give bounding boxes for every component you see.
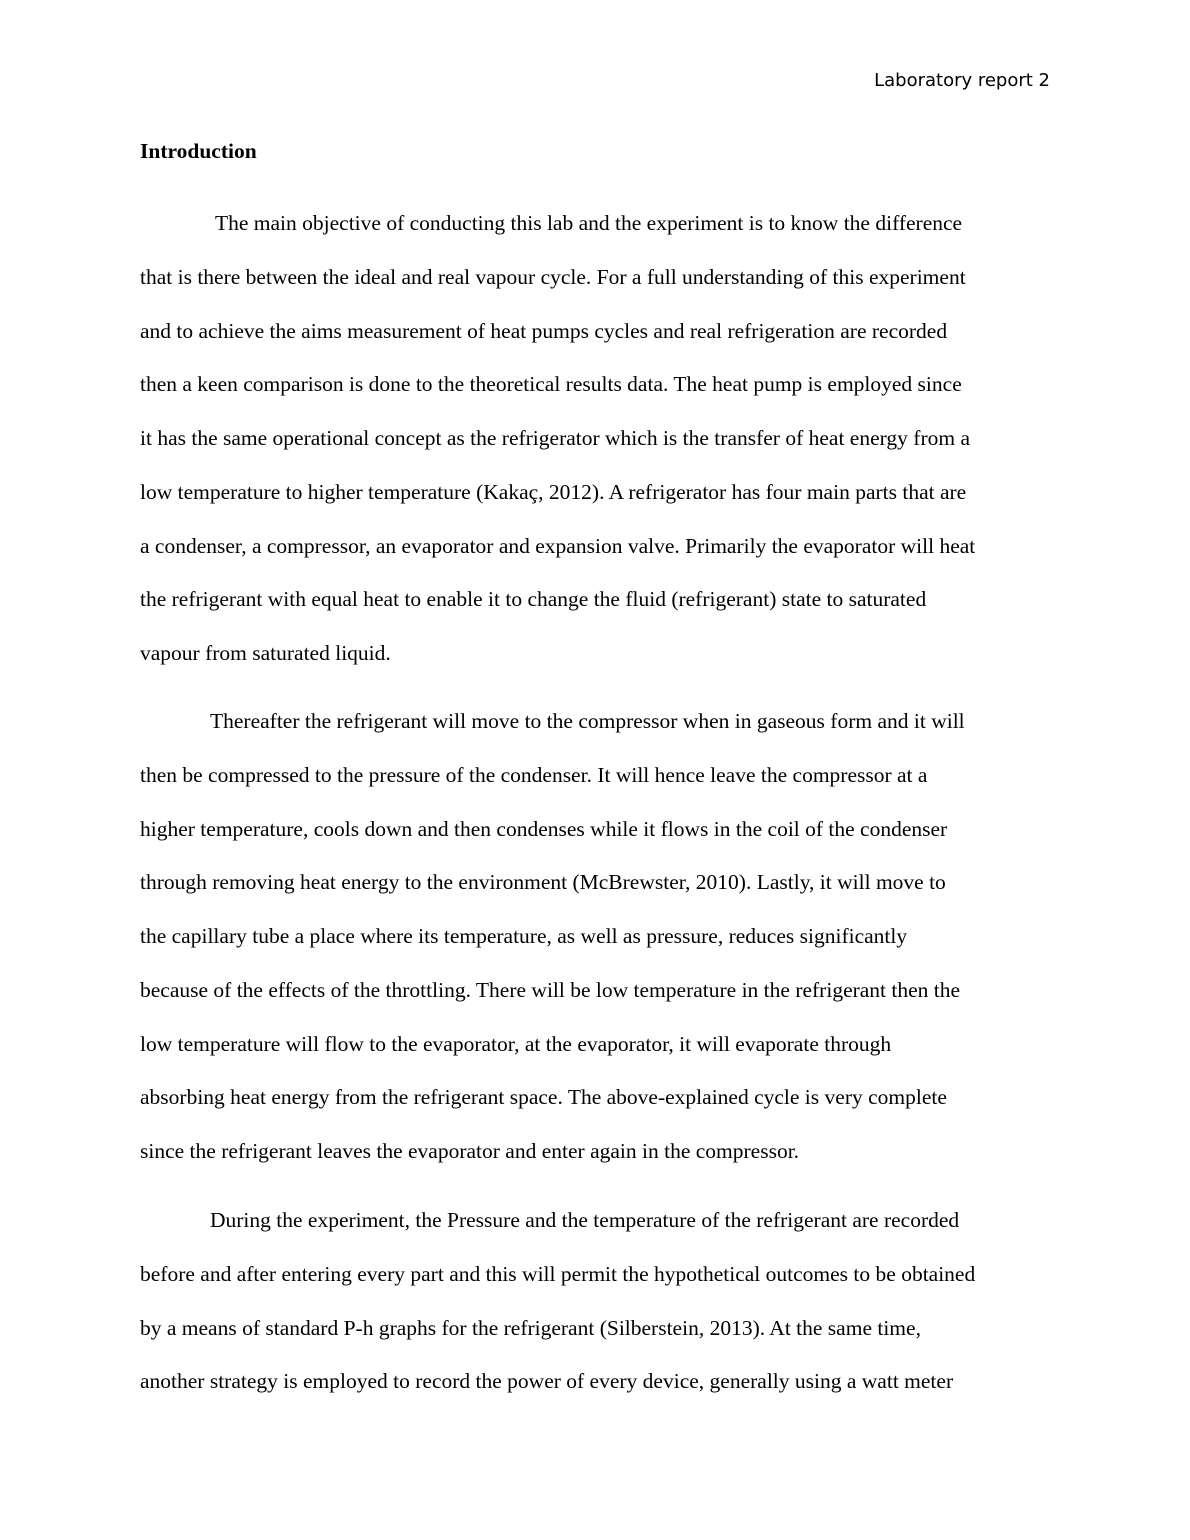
section-heading: Introduction <box>140 139 257 163</box>
paragraph-line: absorbing heat energy from the refrigerant space. The above-explained cycle is very complete <box>140 1085 947 1109</box>
paragraph-line: that is there between the ideal and real vapour cycle. For a full understanding of this experiment <box>140 265 966 289</box>
paragraph-line: then a keen comparison is done to the theoretical results data. The heat pump is employed since <box>140 372 962 396</box>
paragraph-line: before and after entering every part and this will permit the hypothetical outcomes to be obtained <box>140 1262 976 1286</box>
paragraph-line: low temperature to higher temperature (Kakaç, 2012). A refrigerator has four main parts that are <box>140 480 967 504</box>
paragraph-line: then be compressed to the pressure of the condenser. It will hence leave the compressor at a <box>140 763 928 787</box>
paragraph-line: vapour from saturated liquid. <box>140 641 391 665</box>
paragraph-line: higher temperature, cools down and then condenses while it flows in the coil of the condenser <box>140 817 948 841</box>
paragraph-line: The main objective of conducting this lab and the experiment is to know the difference <box>210 211 963 235</box>
paragraph-line: through removing heat energy to the environment (McBrewster, 2010). Lastly, it will move to <box>140 870 946 894</box>
paragraph-line: During the experiment, the Pressure and the temperature of the refrigerant are recorded <box>210 1208 960 1232</box>
paragraph-line: another strategy is employed to record the power of every device, generally using a watt meter <box>140 1369 954 1393</box>
paragraph-line: the refrigerant with equal heat to enable it to change the fluid (refrigerant) state to saturated <box>140 587 927 611</box>
paragraph-line: because of the effects of the throttling. There will be low temperature in the refrigerant then the <box>140 978 961 1002</box>
paragraph-line: the capillary tube a place where its temperature, as well as pressure, reduces significantly <box>140 924 908 948</box>
paragraph-line: Thereafter the refrigerant will move to the compressor when in gaseous form and it will <box>210 709 965 733</box>
paragraph-line: low temperature will flow to the evaporator, at the evaporator, it will evaporate through <box>140 1032 892 1056</box>
paragraph-line: since the refrigerant leaves the evaporator and enter again in the compressor. <box>140 1139 800 1163</box>
paragraph-line: by a means of standard P-h graphs for the refrigerant (Silberstein, 2013). At the same time, <box>140 1316 921 1340</box>
running-head: Laboratory report 2 <box>874 70 1050 91</box>
paragraph-line: a condenser, a compressor, an evaporator and expansion valve. Primarily the evaporator will heat <box>140 534 976 558</box>
paragraph-line: it has the same operational concept as the refrigerator which is the transfer of heat energy from a <box>140 426 970 450</box>
paragraph-line: and to achieve the aims measurement of heat pumps cycles and real refrigeration are recorded <box>140 319 948 343</box>
